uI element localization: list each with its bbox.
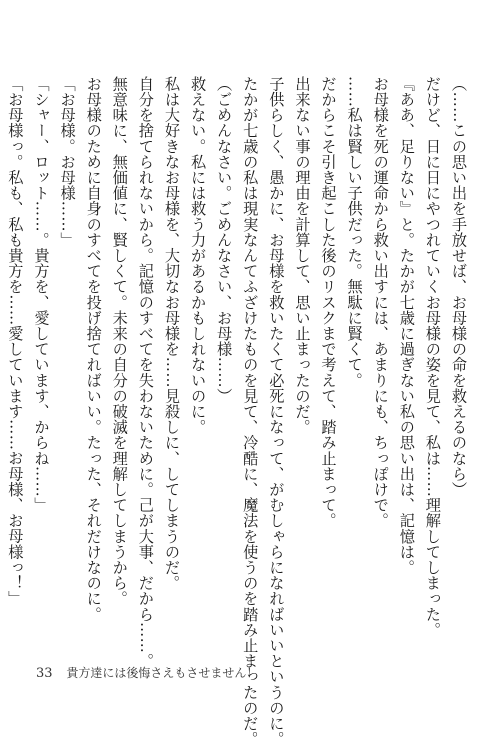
text-line: 私は大好きなお母様を、大切なお母様を……見殺しに、してしまうのだ。 bbox=[162, 76, 181, 591]
text-line: 「シャー、ロット……。貴方を、愛しています、からね……」 bbox=[32, 76, 51, 513]
text-line: たかが七歳の私は現実なんてふざけたものを見て、冷酷に、魔法を使うのを踏み止まったのだ。 bbox=[241, 76, 260, 747]
text-line: （……この思い出を手放せば、お母様の命を救えるのなら） bbox=[450, 76, 468, 498]
text-line: 『ああ、足りない』と。たかが七歳に過ぎない私の思い出は、記憶は。 bbox=[397, 76, 416, 576]
text-line: 自分を捨てられないから。記憶のすべてを失わないために。己が大事、だから……。 bbox=[136, 76, 155, 669]
text-line: お母様を死の運命から救い出すには、あまりにも、ちっぽけで。 bbox=[371, 76, 390, 529]
text-line: 救えない。私には救う力があるかもしれないのに。 bbox=[189, 76, 208, 435]
text-line: 子供らしく、愚かに、お母様を救いたくて必死になって、がむしゃらになればいいというのに。 bbox=[267, 76, 286, 747]
text-line: （ごめんなさい。ごめんなさい、お母様……） bbox=[215, 76, 234, 404]
text-line: お母様のために自身のすべてを投げ捨てればいい。たった、それだけなのに。 bbox=[84, 76, 103, 622]
text-line: 「お母様。お母様……」 bbox=[58, 76, 77, 248]
text-line: 出来ない事の理由を計算して、思い止まったのだ。 bbox=[293, 76, 312, 435]
text-line: だからこそ引き起こした後のリスクまで考えて、踏み止まって。 bbox=[319, 76, 338, 529]
page-footer bbox=[36, 664, 258, 681]
text-line: 無意味に、無価値に、賢しくて。未来の自分の破滅を理解してしまうから。 bbox=[110, 76, 129, 607]
book-title: 貴方達には後悔さえもさせません！ bbox=[66, 666, 259, 680]
text-line: だけど、日に日にやつれていくお母様の姿を見て、私は……理解してしまった。 bbox=[423, 76, 442, 638]
text-line: ……私は賢しい子供だった。無駄に賢くて。 bbox=[345, 76, 364, 388]
page-number: 33 bbox=[36, 666, 53, 681]
text-line: 「お母様っ。私も、私も貴方を……愛しています……お母様、お母様っ！」 bbox=[6, 76, 25, 607]
